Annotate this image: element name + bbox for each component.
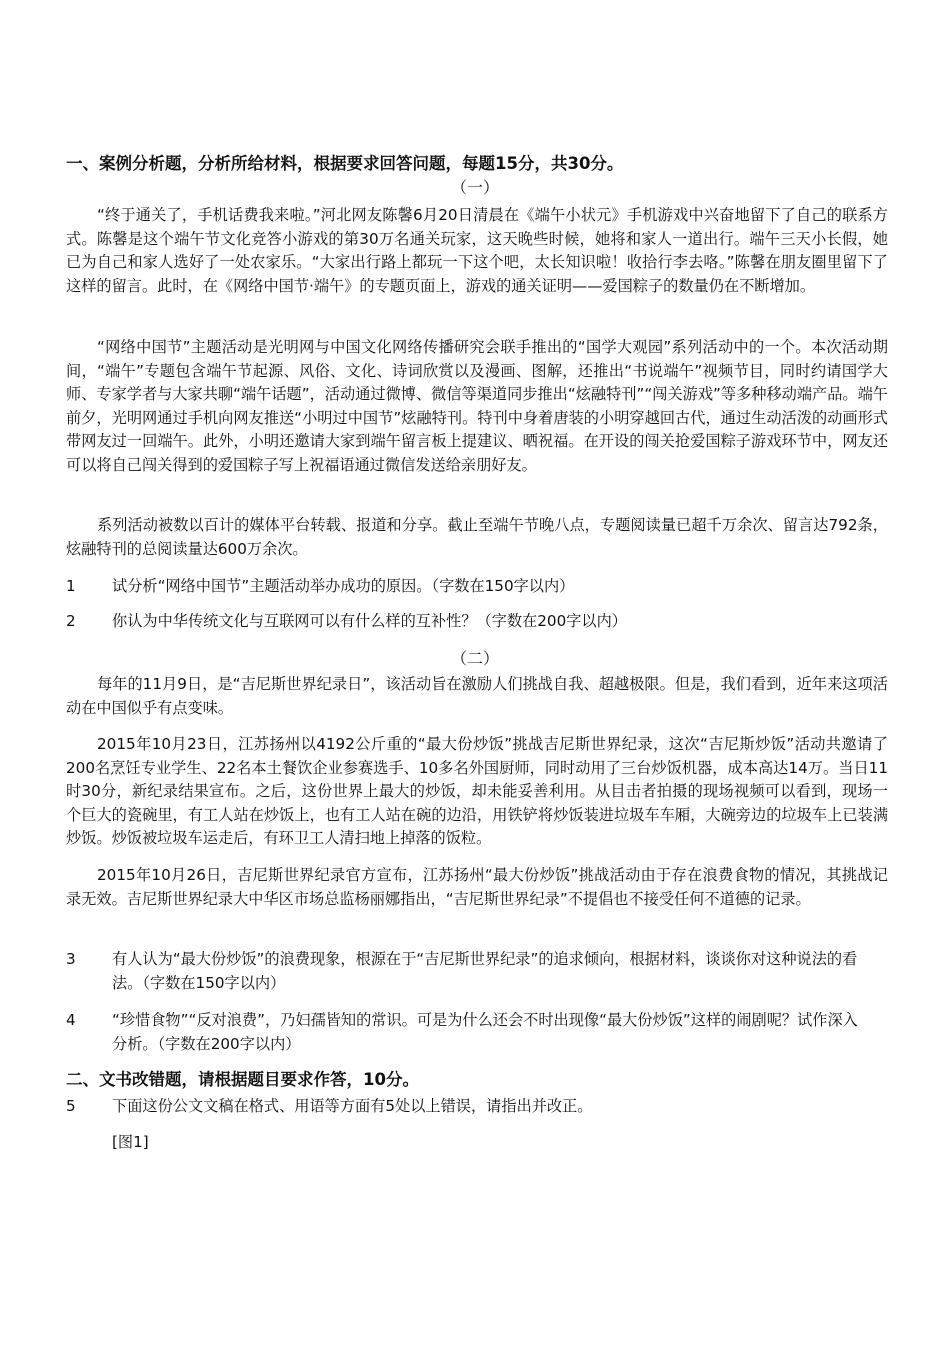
part-2-paragraph-1: 每年的11月9日，是“吉尼斯世界纪录日”，该活动旨在激励人们挑战自我、超越极限。但是，我们看到，近年来这项活动在中国似乎有点变味。 — [66, 675, 888, 717]
question-text: 有人认为“最大份炒饭”的浪费现象，根源在于“吉尼斯世界纪录”的追求倾向，根据材料，谈谈你对这种说法的看法。（字数在150字以内） — [112, 950, 858, 992]
part-1-paragraph-2: “网络中国节”主题活动是光明网与中国文化网络传播研究会联手推出的“国学大观园”系列活动中的一个。本次活动期间，“端午”专题包含端午节起源、风俗、文化、诗词欣赏以及漫画、图解，还推出“书说端午”视频节目，同时约请国学大师、专家学者与大家共聊“端午话题”，活动通过微博、微信等渠道同步推出“炫融特刊”“闯关游戏”等多种移动端产品。端午前夕，光明网通过手机向网友推送“小明过中国节”炫融特刊。特刊中身着唐装的小明穿越回古代，通过生动活泼的动画形式带网友过一回端午。此外，小明还邀请大家到端午留言板上提建议、晒祝福。在开设的闯关抢爱国粽子游戏环节中，网友还可以将自己闯关得到的爱国粽子写上祝福语通过微信发送给亲朋好友。 — [66, 338, 888, 474]
part-2-paragraph-2: 2015年10月23日，江苏扬州以4192公斤重的“最大份炒饭”挑战吉尼斯世界纪录，这次“吉尼斯炒饭”活动共邀请了200名烹饪专业学生、22名本土餐饮企业参赛选手、10多名外国厨师，同时动用了三台炒饭机器，成本高达14万。当日11时30分，新纪录结果宣布。之后，这份世界上最大的炒饭，却未能妥善利用。从目击者拍摄的现场视频可以看到，现场一个巨大的瓷碗里，有工人站在炒饭上，也有工人站在碗的边沿，用铁铲将炒饭装进垃圾车车厢，大碗旁边的垃圾车上已装满炒饭。炒饭被垃圾车运走后，有环卫工人清扫地上掉落的饭粒。 — [66, 735, 888, 847]
part-2-label: （二） — [450, 649, 499, 668]
question-number: 2 — [66, 612, 76, 630]
question-number: 4 — [66, 1011, 76, 1029]
figure-placeholder: [图1] — [112, 1133, 149, 1151]
part-2-paragraph-3: 2015年10月26日，吉尼斯世界纪录官方宣布，江苏扬州“最大份炒饭”挑战活动由于存在浪费食物的情况，其挑战记录无效。吉尼斯世界纪录大中华区市场总监杨丽娜指出，“吉尼斯世界纪录”不提倡也不接受任何不道德的记录。 — [66, 866, 888, 908]
section-2-title: 二、文书改错题，请根据题目要求作答，10分。 — [66, 1070, 419, 1089]
question-number: 3 — [66, 950, 76, 968]
part-1-paragraph-1: “终于通关了，手机话费我来啦。”河北网友陈馨6月20日清晨在《端午小状元》手机游戏中兴奋地留下了自己的联系方式。陈馨是这个端午节文化竞答小游戏的第30万名通关玩家，这天晚些时候，她将和家人一道出行。端午三天小长假，她已为自己和家人选好了一处农家乐。“大家出行路上都玩一下这个吧，太长知识啦！收拾行李去咯。”陈馨在朋友圈里留下了这样的留言。此时，在《网络中国节·端午》的专题页面上，游戏的通关证明——爱国粽子的数量仍在不断增加。 — [66, 206, 888, 295]
part-1-label: （一） — [450, 178, 499, 197]
question-text: 试分析“网络中国节”主题活动举办成功的原因。（字数在150字以内） — [112, 577, 575, 595]
question-number: 5 — [66, 1097, 76, 1115]
section-1-title: 一、案例分析题，分析所给材料，根据要求回答问题，每题15分，共30分。 — [66, 154, 624, 173]
question-text: 你认为中华传统文化与互联网可以有什么样的互补性？（字数在200字以内） — [112, 612, 627, 630]
question-text: 下面这份公文文稿在格式、用语等方面有5处以上错误，请指出并改正。 — [112, 1097, 593, 1115]
question-number: 1 — [66, 577, 76, 595]
part-1-paragraph-3: 系列活动被数以百计的媒体平台转载、报道和分享。截止至端午节晚八点，专题阅读量已超千万余次、留言达792条，炫融特刊的总阅读量达600万余次。 — [66, 516, 888, 558]
question-text: “珍惜食物”“反对浪费”，乃妇孺皆知的常识。可是为什么还会不时出现像“最大份炒饭”这样的闹剧呢？试作深入分析。（字数在200字以内） — [112, 1011, 858, 1053]
